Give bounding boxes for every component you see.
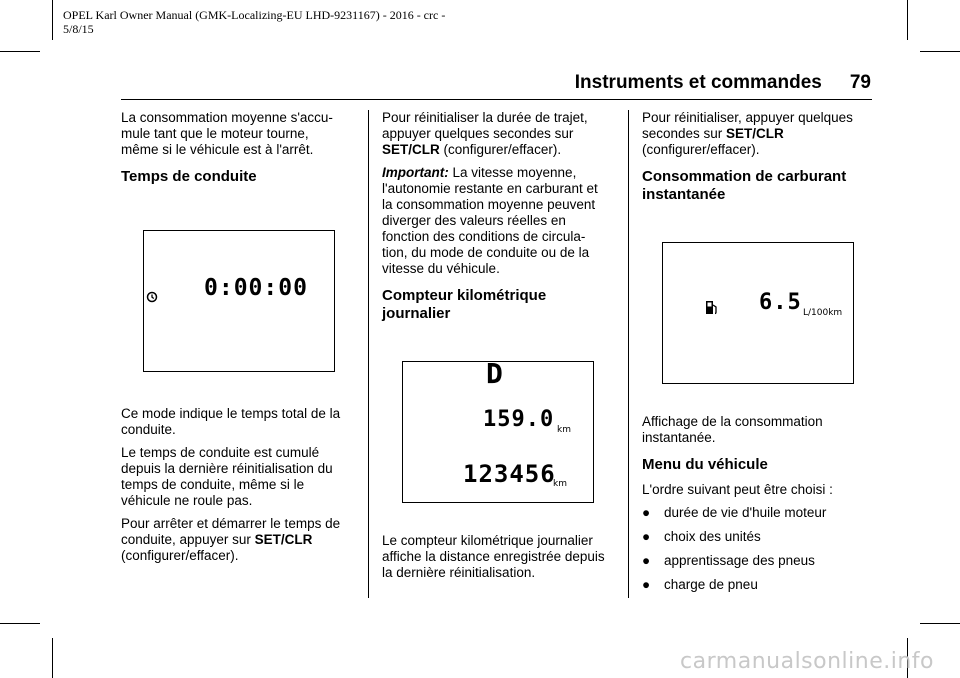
clock-icon [146,291,158,307]
driving-time-value: 0:00:00 [204,275,308,301]
crop-mark [907,0,908,40]
bullet-icon: ● [642,577,651,592]
column-divider [628,110,629,598]
trip-unit: km [557,425,571,435]
paragraph: Le temps de conduite est cumulé depuis la dernière réinitialisation du temps de conduite, même si le véhicule ne roule pas. [121,445,333,508]
list-item: ● durée de vie d'huile moteur [642,505,827,520]
bullet-icon: ● [642,505,651,520]
section-heading-driving-time: Temps de conduite [121,168,257,185]
instant-consumption-display [662,242,854,384]
section-heading-vehicle-menu: Menu du véhicule [642,456,768,473]
section-heading-instant-consumption: Consommation de carburant instantanée [642,168,847,203]
running-head [575,72,871,94]
column-3 [642,110,870,601]
paragraph: Ce mode indique le temps total de la conduite. [121,406,341,437]
paragraph: Pour réinitialiser la durée de trajet, appuyer quelques secondes sur SET/CLR (configurer/effacer). [382,110,588,157]
bullet-icon: ● [642,553,651,568]
page-number: 79 [849,72,871,93]
set-clr-button-label: SET/CLR [254,532,313,547]
important-label: Important: [382,165,449,180]
crop-mark [52,638,53,678]
crop-mark [52,0,53,40]
intro-paragraph: La consommation moyenne s'accu-mule tant que le moteur tourne, même si le véhicule est à l'arrêt. [121,110,333,157]
important-note: Important: La vitesse moyenne, l'autonomie restante en carburant et la consommation moyenne peuvent diverger des valeurs réelles en fonction des conditions de circula-tion, du mode de conduite ou de la vitesse du véhicule. [382,165,598,276]
list-item: ● apprentissage des pneus [642,553,815,568]
paragraph: Pour réinitialiser, appuyer quelques secondes sur SET/CLR (configurer/effacer). [642,110,853,157]
paragraph: L'ordre suivant peut être choisi : [642,482,833,497]
document-header [63,8,445,36]
vehicle-menu-list [642,505,870,593]
list-item: ● charge de pneu [642,577,758,592]
odometer-value: 123456 [463,460,556,488]
crop-mark [0,51,40,52]
document-header-line1: OPEL Karl Owner Manual (GMK-Localizing-EU LHD-9231167) - 2016 - crc - [63,8,446,22]
crop-mark [920,51,960,52]
trip-meter-display [402,357,594,503]
set-clr-button-label: SET/CLR [726,126,784,141]
consumption-unit: L/100km [803,308,843,318]
driving-time-display [143,230,335,372]
watermark: carmanualsonline.info [680,649,934,674]
paragraph: Affichage de la consommation instantanée. [642,414,823,445]
crop-mark [920,623,960,624]
odometer-unit: km [553,479,567,489]
column-divider [368,110,369,598]
column-1 [121,110,349,571]
set-clr-button-label: SET/CLR [382,142,440,157]
consumption-value: 6.5 [759,290,802,315]
fuel-pump-icon [705,299,718,319]
paragraph: Pour arrêter et démarrer le temps de conduite, appuyer sur SET/CLR (configurer/effacer). [121,516,341,563]
bullet-icon: ● [642,529,651,544]
section-heading-trip-meter: Compteur kilométrique journalier [382,287,547,322]
section-title: Instruments et commandes [574,72,822,93]
crop-mark [0,623,40,624]
list-item: ● choix des unités [642,529,761,544]
paragraph: Le compteur kilométrique journalier affiche la distance enregistrée depuis la dernière réinitialisation. [382,533,605,580]
trip-value: 159.0 [483,407,555,432]
document-header-line2: 5/8/15 [63,22,94,36]
column-2 [382,110,610,588]
header-rule [121,99,872,100]
trip-letter: D [486,357,504,390]
